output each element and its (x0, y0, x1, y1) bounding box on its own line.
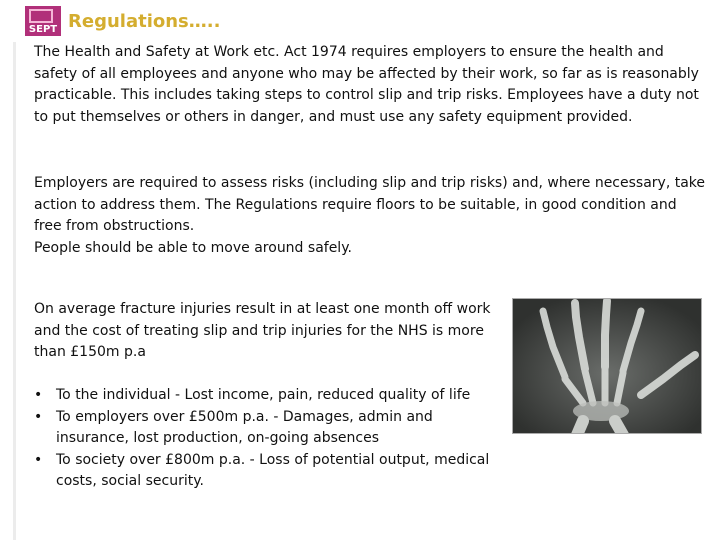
list-item (34, 450, 504, 493)
list-item (34, 407, 504, 450)
paragraph-employer-duties (34, 173, 706, 259)
paragraph-employer-duties-text: Employers are required to assess risks (including slip and trip risks) and, where necessary, take action to address them. The Regulations require floors to be suitable, in good condition and free from obstructions. (34, 175, 706, 235)
cost-bullet-list (34, 385, 504, 493)
paragraph-move-safely: People should be able to move around safely. (34, 239, 352, 256)
logo-frame (29, 9, 53, 23)
paragraph-act-1974: The Health and Safety at Work etc. Act 1974 requires employers to ensure the health and safety of all employees and anyone who may be affected by their work, so far as is reasonably practicable. This includes taking steps to control slip and trip risks. Employees have a duty not to put themselves or others in danger, and must use any safety equipment provided. (34, 44, 699, 125)
logo-text: SEPT (25, 24, 61, 36)
list-item (34, 385, 504, 407)
sept-logo (25, 6, 61, 36)
hand-xray-image (512, 298, 702, 434)
list-item-text: To society over £800m p.a. - Loss of potential output, medical costs, social security. (56, 451, 490, 490)
bullet-icon: • (34, 387, 43, 403)
list-item-text: To the individual - Lost income, pain, reduced quality of life (56, 387, 471, 403)
hand-bones-icon (513, 299, 702, 434)
slide-title: Regulations….. (68, 11, 221, 32)
bullet-icon: • (34, 451, 43, 468)
list-item-text: To employers over £500m p.a. - Damages, admin and insurance, lost production, on-going absences (56, 408, 433, 447)
left-accent-rule (13, 42, 16, 540)
bullet-icon: • (34, 408, 43, 425)
paragraph-fracture-costs: On average fracture injuries result in at least one month off work and the cost of treating slip and trip injuries for the NHS is more than £150m p.a (34, 301, 491, 361)
